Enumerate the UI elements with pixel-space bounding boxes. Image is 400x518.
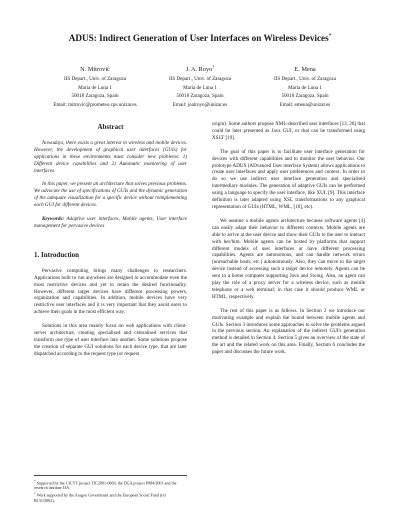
abstract-paragraph: Nowadays, there exists a great interest in wireless and mobile devices. However, the development of graphical user interfaces (GUIs) for applications in these environments must consider new problems: 1) Different device capabilities and 2) Automatic monitoring of user interfaces. [34, 139, 187, 174]
author-name: J. A. Royo [185, 66, 213, 74]
author-email: Email: emena@unizar.es [279, 101, 331, 108]
author-dept: IIS Depart., Univ. of Zaragoza [168, 76, 232, 83]
author-street: María de Luna 1 [183, 84, 217, 91]
paper-title: ADUS: Indirect Generation of User Interfaces on Wireless Devices* [68, 33, 332, 43]
author-name: E. Mena [294, 66, 316, 74]
body-paragraph: Solutions in this area mainly focus on web applications with client-server architecture, creating specialised and centralised services that transform one type of user interface into another. Some solutions propose the creation of separate GUI solutions for each device type, that are later dispatched according to the request type (or request [34, 323, 187, 357]
author-street: María de Luna 1 [78, 84, 112, 91]
body-paragraph: The goal of this paper is to facilitate user interface generation for devices with different capabilities and to monitor the user behavior. Our prototype ADUS (ADvanced User interface System) allows applications to create user interfaces and apply user preferences and context. In order to do so we use indirect user interface generation and specialised intermediary modules. The generation of adaptive GUIs can be performed using a language to specify the user interface, like XUL [9]. This interface definition is later adapted using XSL transformations to any graphical representation of GUIs (HTML, WML, [18], etc). [212, 148, 365, 210]
footnote: † Work supported by the Aragon Government and the European Social Fund (ref B131/2002). [34, 491, 166, 503]
author-city: 50018 Zaragoza, Spain [176, 93, 224, 100]
author-email: Email: joalroyo@unizar.es [172, 101, 228, 108]
author-city: 50018 Zaragoza, Spain [281, 93, 329, 100]
author-dept: IIS Depart., Univ. of Zaragoza [273, 76, 337, 83]
author-email: Email: mitrovic@prometeo.cps.unizar.es [53, 101, 137, 108]
author-city: 50018 Zaragoza, Spain [71, 93, 119, 100]
keywords: Keywords: Adaptive user interfaces, Mobile agents, User interface management for pervasive devices [34, 216, 187, 229]
author-block-3 [235, 62, 375, 109]
abstract-paragraph: In this paper, we present an architecture that solves previous problems. We advocate the use of specifications of GUIs and the dynamic generation of the adequate visualization for a specific device without reimplementing each GUI for different devices. [34, 181, 187, 209]
body-paragraph: The rest of this paper is as follows. In Section 2 we introduce our motivating example and explain the bound between mobile agents and GUIs. Section 3 introduces some approaches to solve the problems argued in the previous section. An explanation of the indirect GUI's generation method is detailed in Section 4. Section 5 gives an overview of the state of the art and the related work on this area. Finally, Section 6 concludes the paper and discusses the future work. [212, 307, 365, 356]
body-paragraph: Pervasive computing brings many challenges to researchers. Applications built to run anywhere are designed to accommodate even the most restrictive devices and yet to retain the desired functionality. However, different target devices have different processing powers, organization and capabilities. In addition, mobile devices have very restrictive user interfaces and it is very important that they assist users to achieve their goals in the most efficient way. [34, 267, 187, 316]
footnote: * Supported by the CICYT project TIC2001-0660, the DGA project P084/2001 and the research institute I3A. [34, 479, 177, 491]
author-dept: IIS Depart., Univ. of Zaragoza [63, 76, 127, 83]
footnotes [34, 475, 187, 504]
author-block-2: J. A. Royo† IIS Depart., Univ. of Zaragoza María de Luna 1 50018 Zaragoza, Spain Email: joalroyo@unizar.es [130, 62, 270, 109]
abstract-section [34, 124, 187, 230]
abstract-heading: Abstract [97, 123, 124, 131]
author-street: María de Luna 1 [288, 84, 322, 91]
right-column [212, 121, 365, 356]
body-paragraph: origin). Some authors propose XML-described user interfaces [13, 20] that could be later presented as Java GUI, or that can be transformed using XSLT [19]. [212, 121, 365, 141]
left-column [34, 124, 187, 358]
body-paragraph: We assume a mobile agents architecture because software agents [4] can easily adapt their behavior to different contexts. Mobile agents are able to arrive at the user device and show their GUIs to the user to interact with her/him. Mobile agents can be hosted by platforms that support different models of user interfaces or have different processing capabilities. Agents are autonomous, and can handle network errors (unreachable hosts, etc.) autonomously. Also, they can move to the target device instead of accessing such a target device remotely. Agents can be sent to a home computer supporting Java and Swing. Also, an agent can play the role of a proxy server for a wireless device, such as mobile telephone or a web terminal; in that case it should produce WML or HTML, respectively. [212, 217, 365, 300]
section-heading-introduction: 1. Introduction [34, 250, 79, 259]
author-name: N. Mitrović [80, 66, 110, 74]
